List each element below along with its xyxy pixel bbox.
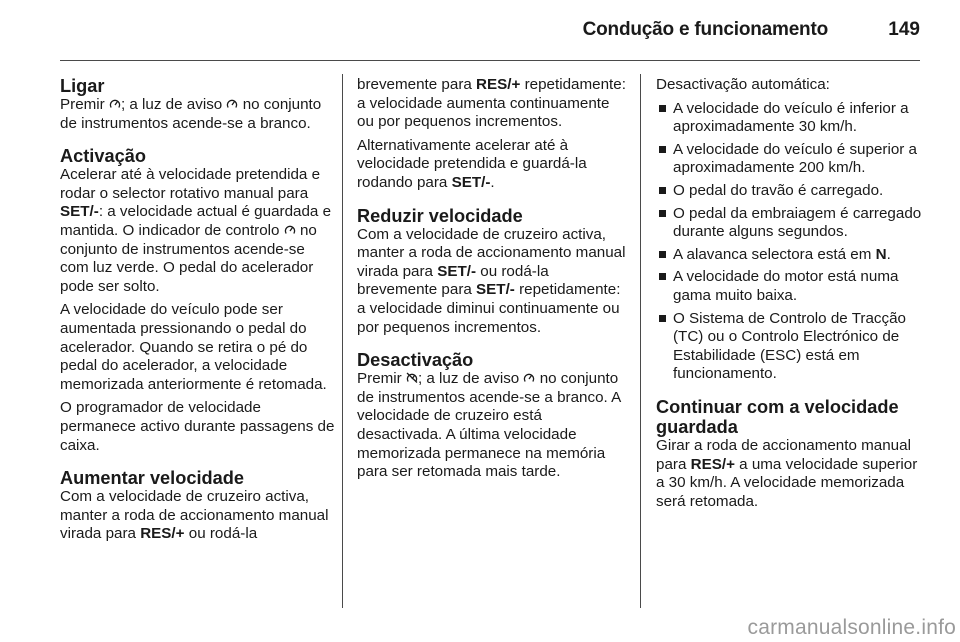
column-2 [357, 76, 627, 487]
paragraph-ligar: Premir ; a luz de aviso no conjunto de instrumentos acende-se a branco. [60, 96, 322, 132]
column-1 [60, 76, 335, 549]
page-title: Condução e funcionamento [582, 19, 828, 40]
section-heading-continuar: Continuar com a velocidade guardada [656, 396, 899, 437]
cruise-control-off-icon [406, 371, 418, 384]
page-header [60, 0, 920, 61]
list-item: O pedal da embraiagem é carregado durante alguns segundos. [656, 205, 926, 242]
list-item: O pedal do travão é carregado. [656, 182, 926, 201]
section-heading-reduzir: Reduzir velocidade [357, 205, 523, 226]
cruise-control-icon [226, 97, 238, 110]
column-divider [342, 74, 343, 608]
cruise-control-icon [523, 371, 535, 384]
section-heading-desactivacao: Desactivação [357, 350, 474, 371]
watermark: carmanualsonline.info [747, 616, 956, 639]
paragraph-reduzir: Com a velocidade de cruzeiro activa, manter a roda de accionamento manual virada para SET/- ou rodá-la brevemente para SET/- repetidamente: a velocidade diminui continuamente ou por pequenos incrementos. [357, 225, 626, 336]
paragraph-aumentar: Com a velocidade de cruzeiro activa, manter a roda de accionamento manual virada para RES/+ ou rodá-la [60, 488, 329, 543]
list-item: A velocidade do veículo é superior a aproximadamente 200 km/h. [656, 141, 926, 178]
cruise-control-icon [284, 223, 296, 236]
paragraph-velocidade: A velocidade do veículo pode ser aumentada pressionando o pedal do acelerador. Quando se retira o pé do pedal do acelerador, a velocidade memorizada anteriormente é retomada. [60, 301, 327, 393]
list-item: O Sistema de Controlo de Tracção (TC) ou o Controlo Electrónico de Estabilidade (ESC) está em funcionamento. [656, 310, 926, 384]
list-item: A velocidade do motor está numa gama muito baixa. [656, 268, 926, 305]
bullet-list [656, 100, 926, 384]
cruise-control-icon [109, 97, 121, 110]
column-divider [640, 74, 641, 608]
list-item: A velocidade do veículo é inferior a aproximadamente 30 km/h. [656, 100, 926, 137]
paragraph-activacao: Acelerar até à velocidade pretendida e rodar o selector rotativo manual para SET/-: a velocidade actual é guardada e mantida. O indicador de controlo no conjunto de instrumentos acende-se com luz verde. O pedal do acelerador pode ser solto. [60, 166, 332, 295]
section-heading-ligar: Ligar [60, 76, 105, 96]
paragraph-auto-intro: Desactivação automática: [656, 76, 830, 93]
section-heading-aumentar: Aumentar velocidade [60, 468, 244, 489]
page-number: 149 [888, 19, 920, 40]
paragraph-alternativa: Alternativamente acelerar até à velocidade pretendida e guardá-la rodando para SET/-. [357, 136, 587, 191]
paragraph-desactivacao: Premir ; a luz de aviso no conjunto de instrumentos acende-se a branco. A velocidade de cruzeiro está desactivada. A última velocidade memorizada permanece na memória para ser retomada mais tarde. [357, 370, 621, 481]
paragraph-programador: O programador de velocidade permanece activo durante passagens de caixa. [60, 399, 335, 454]
list-item: A alavanca selectora está em N. [656, 246, 926, 265]
column-3 [656, 76, 926, 516]
section-heading-activacao: Activação [60, 146, 146, 167]
paragraph-aumentar-cont: brevemente para RES/+ repetidamente: a velocidade aumenta continuamente ou por pequenos incrementos. [357, 76, 626, 131]
paragraph-continuar: Girar a roda de accionamento manual para RES/+ a uma velocidade superior a 30 km/h. A velocidade memorizada será retomada. [656, 436, 918, 510]
